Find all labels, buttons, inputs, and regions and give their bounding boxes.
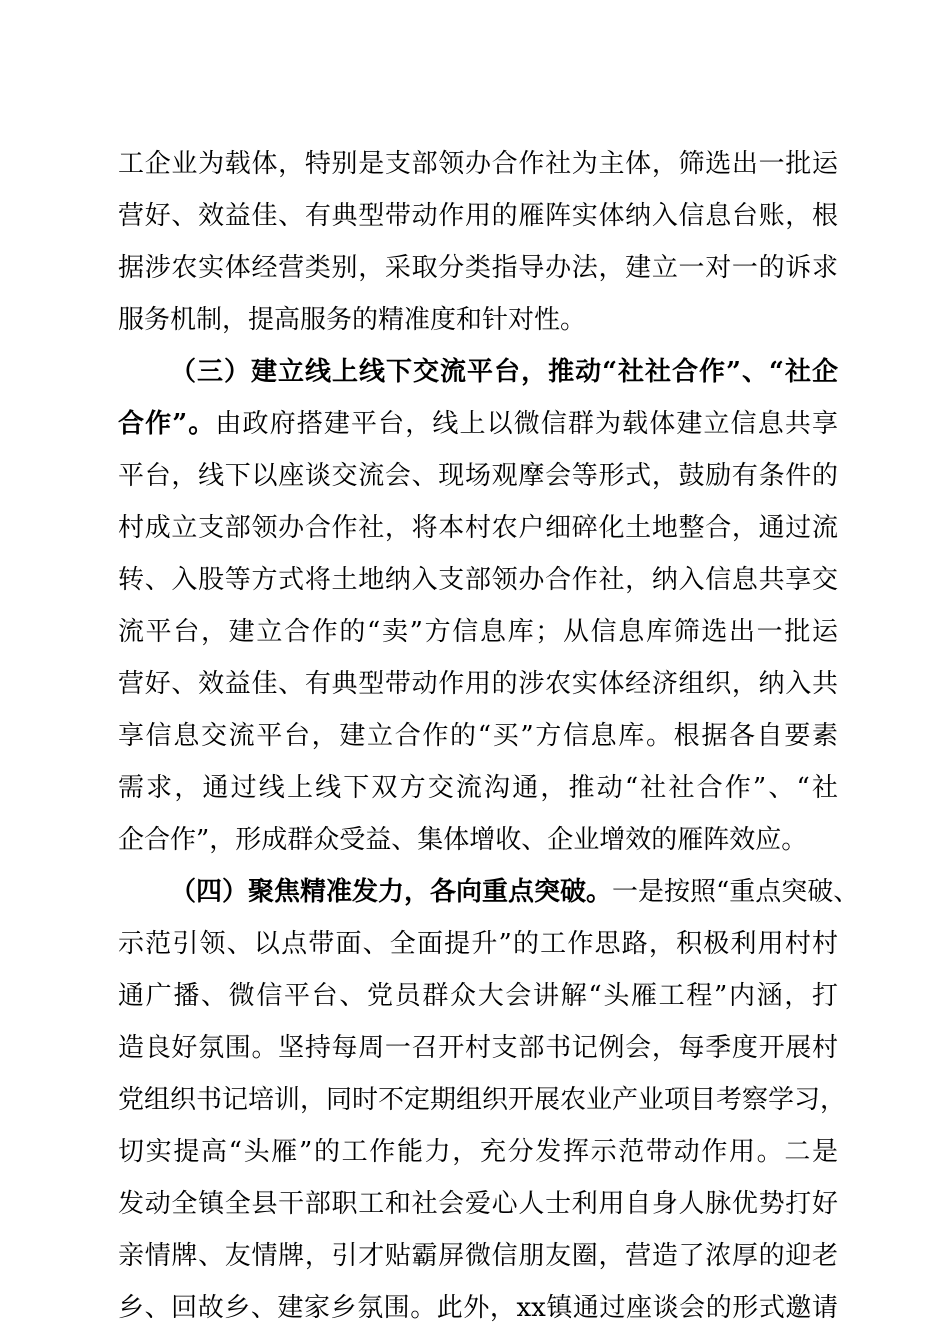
paragraph-line: 享信息交流平台，建立合作的“买”方信息库。根据各自要素 bbox=[118, 721, 838, 751]
document-body bbox=[118, 138, 860, 1334]
paragraph-line: 切实提高“头雁”的工作能力，充分发挥示范带动作用。二是 bbox=[118, 1137, 838, 1167]
paragraph-line: 村成立支部领办合作社，将本村农户细碎化土地整合，通过流 bbox=[118, 513, 838, 543]
paragraph-line: 造良好氛围。坚持每周一召开村支部书记例会，每季度开展村 bbox=[118, 1033, 838, 1063]
section-heading: （三）建立线上线下交流平台，推动“社社合作”、“社企 bbox=[170, 357, 838, 387]
section-heading: （四）聚焦精准发力，各向重点突破。 bbox=[170, 877, 613, 907]
paragraph-line bbox=[118, 398, 838, 450]
paragraph-line: 亲情牌、友情牌，引才贴霸屏微信朋友圈，营造了浓厚的迎老 bbox=[118, 1241, 838, 1271]
paragraph-line: 示范引领、以点带面、全面提升”的工作思路，积极利用村村 bbox=[118, 929, 838, 959]
paragraph-line: 企合作”，形成群众受益、集体增收、企业增效的雁阵效应。 bbox=[118, 825, 808, 855]
paragraph-line: 通广播、微信平台、党员群众大会讲解“头雁工程”内涵，打 bbox=[118, 981, 838, 1011]
paragraph-line: 党组织书记培训，同时不定期组织开展农业产业项目考察学习， bbox=[118, 1085, 847, 1115]
paragraph-line: 乡、回故乡、建家乡氛围。此外，xx镇通过座谈会的形式邀请 bbox=[118, 1293, 838, 1323]
paragraph-line: 需求，通过线上线下双方交流沟通，推动“社社合作”、“社 bbox=[118, 773, 838, 803]
paragraph-line bbox=[118, 866, 860, 918]
paragraph-text: 一是按照“重点突破、 bbox=[612, 877, 860, 907]
paragraph-line: 营好、效益佳、有典型带动作用的雁阵实体纳入信息台账，根 bbox=[118, 201, 838, 231]
paragraph-text: 由政府搭建平台，线上以微信群为载体建立信息共享 bbox=[215, 409, 838, 439]
paragraph-line: 转、入股等方式将土地纳入支部领办合作社，纳入信息共享交 bbox=[118, 565, 838, 595]
paragraph-line: 平台，线下以座谈交流会、现场观摩会等形式，鼓励有条件的 bbox=[118, 461, 838, 491]
paragraph-line: 营好、效益佳、有典型带动作用的涉农实体经济组织，纳入共 bbox=[118, 669, 838, 699]
paragraph-line: 服务机制，提高服务的精准度和针对性。 bbox=[118, 305, 587, 335]
paragraph-line: 工企业为载体，特别是支部领办合作社为主体，筛选出一批运 bbox=[118, 149, 838, 179]
paragraph-line: 流平台，建立合作的“卖”方信息库；从信息库筛选出一批运 bbox=[118, 617, 838, 647]
section-heading-end: 合作”。 bbox=[118, 409, 216, 439]
paragraph-line: 据涉农实体经营类别，采取分类指导办法，建立一对一的诉求 bbox=[118, 253, 838, 283]
paragraph-line: 发动全镇全县干部职工和社会爱心人士利用自身人脉优势打好 bbox=[118, 1189, 838, 1219]
